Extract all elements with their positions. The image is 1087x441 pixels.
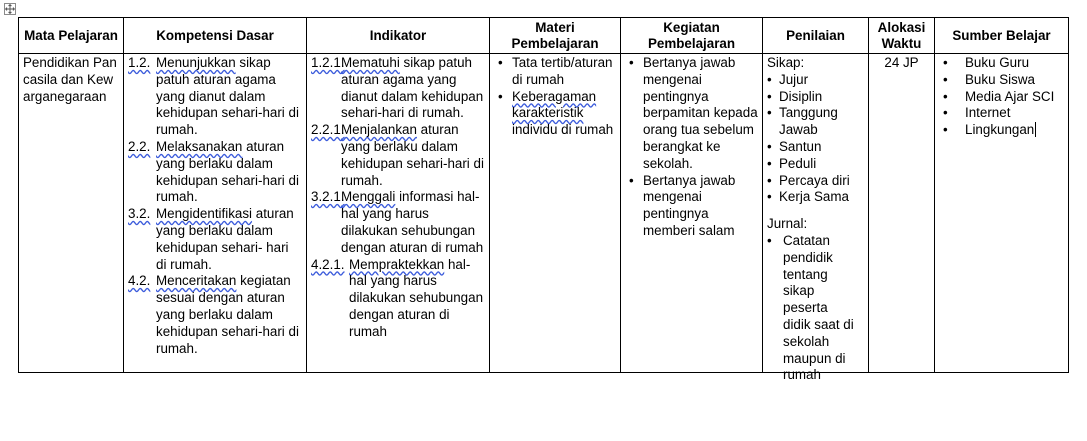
- sikap-item: • Peduli: [767, 156, 864, 173]
- indikator-item: [311, 122, 485, 189]
- kd-number: 4.2.: [128, 273, 151, 289]
- indikator-item: [311, 189, 485, 256]
- cell-alokasi-waktu[interactable]: [869, 54, 935, 373]
- sikap-item: • Tanggung Jawab: [767, 105, 864, 139]
- cell-kompetensi-dasar[interactable]: [124, 54, 307, 373]
- header-materi-pembelajaran[interactable]: Materi Pembelajaran: [490, 18, 621, 54]
- kd-text: kegiatan sesuai dengan aturan yang berlaku dalam kehidupan sehari-hari di rumah.: [156, 273, 299, 356]
- kd-text: aturan yang berlaku dalam kehidupan sehari-hari di rumah.: [156, 138, 299, 205]
- indikator-number: 3.2.1.: [311, 189, 345, 205]
- kd-number: 1.2.: [128, 55, 151, 70]
- jurnal-item: • Catatan pendidik tentang sikap peserta didik saat di sekolah maupun di rumah: [767, 233, 864, 384]
- subject-text: Pendidikan Pancasila dan Kewarganegaraan: [23, 55, 117, 104]
- indikator-verb: Menjalankan: [341, 122, 417, 138]
- cell-mata-pelajaran[interactable]: [19, 54, 124, 373]
- indikator-text: hal-hal yang harus dilakukan sehubungan dengan aturan di rumah: [349, 256, 484, 339]
- materi-item: • Keberagaman karakteristik individu di rumah: [494, 89, 616, 139]
- kd-text: aturan yang berlaku dalam kehidupan sehari- hari di rumah.: [156, 206, 294, 272]
- sikap-item: • Kerja Sama: [767, 189, 864, 206]
- indikator-item: [311, 257, 485, 341]
- sumber-item: • Media Ajar SCI: [939, 89, 1064, 106]
- jurnal-label: Jurnal:: [767, 216, 808, 232]
- kd-item: [128, 206, 302, 273]
- header-indikator[interactable]: Indikator: [307, 18, 490, 54]
- kd-item: [128, 55, 302, 139]
- kd-number: 2.2.: [128, 138, 151, 154]
- kd-verb: Menceritakan: [156, 273, 237, 289]
- indikator-verb: Mematuhi: [341, 55, 400, 70]
- cell-indikator[interactable]: [307, 54, 490, 373]
- indikator-text: sikap patuh aturan agama yang dianut dalam kehidupan sehari-hari di rumah.: [341, 55, 484, 121]
- indikator-text: aturan yang berlaku dalam kehidupan sehari-hari di rumah.: [341, 122, 484, 188]
- sikap-item: • Jujur: [767, 72, 864, 89]
- cell-sumber-belajar[interactable]: [935, 54, 1069, 373]
- header-kompetensi-dasar[interactable]: Kompetensi Dasar: [124, 18, 307, 54]
- kd-item: [128, 273, 302, 357]
- alokasi-value: 24 JP: [884, 55, 919, 70]
- table-move-handle-icon[interactable]: [4, 3, 16, 15]
- header-sumber-belajar[interactable]: Sumber Belajar: [935, 18, 1069, 54]
- sikap-label: Sikap:: [767, 55, 805, 70]
- header-penilaian[interactable]: Penilaian: [763, 18, 869, 54]
- lesson-plan-table: [18, 17, 1069, 383]
- indikator-number: 2.2.1.: [311, 122, 345, 138]
- table-row: [19, 54, 1069, 373]
- kegiatan-item: • Bertanya jawab mengenai pentingnya berpamitan kepada orang tua sebelum berangkat ke sekolah.: [625, 55, 758, 173]
- kd-item: [128, 139, 302, 206]
- cell-penilaian[interactable]: [763, 54, 869, 383]
- indikator-verb: Menggali: [341, 189, 396, 205]
- header-row: [19, 18, 1069, 54]
- indikator-item: [311, 55, 485, 122]
- indikator-number: 1.2.1.: [311, 55, 345, 70]
- cell-kegiatan-pembelajaran[interactable]: [621, 54, 763, 373]
- header-kegiatan-pembelajaran[interactable]: Kegiatan Pembelajaran: [621, 18, 763, 54]
- indikator-verb: Mempraktekkan: [349, 256, 445, 272]
- kd-text: sikap patuh aturan agama yang dianut dalam kehidupan sehari-hari di rumah.: [156, 55, 299, 138]
- kd-verb: Mengidentifikasi: [156, 206, 253, 222]
- indikator-text: informasi hal-hal yang harus dilakukan sehubungan dengan aturan di rumah: [341, 189, 484, 255]
- sikap-item: • Santun: [767, 139, 864, 156]
- header-alokasi-waktu[interactable]: Alokasi Waktu: [869, 18, 935, 54]
- kd-verb: Melaksanakan: [156, 138, 243, 154]
- materi-item: • Tata tertib/aturan di rumah: [494, 55, 616, 89]
- indikator-number: 4.2.1.: [311, 256, 345, 272]
- sumber-item: • Buku Siswa: [939, 72, 1064, 89]
- kd-verb: Menunjukkan: [156, 55, 236, 70]
- sumber-item: • Lingkungan: [939, 122, 1064, 139]
- header-mata-pelajaran[interactable]: Mata Pelajaran: [19, 18, 124, 54]
- sumber-item: • Buku Guru: [939, 55, 1064, 72]
- sikap-item: • Disiplin: [767, 89, 864, 106]
- kegiatan-item: • Bertanya jawab mengenai pentingnya memberi salam: [625, 173, 758, 240]
- kd-number: 3.2.: [128, 206, 151, 222]
- sikap-item: • Percaya diri: [767, 173, 864, 190]
- sumber-item: • Internet: [939, 105, 1064, 122]
- cell-materi-pembelajaran[interactable]: [490, 54, 621, 373]
- text-cursor: [1035, 122, 1036, 137]
